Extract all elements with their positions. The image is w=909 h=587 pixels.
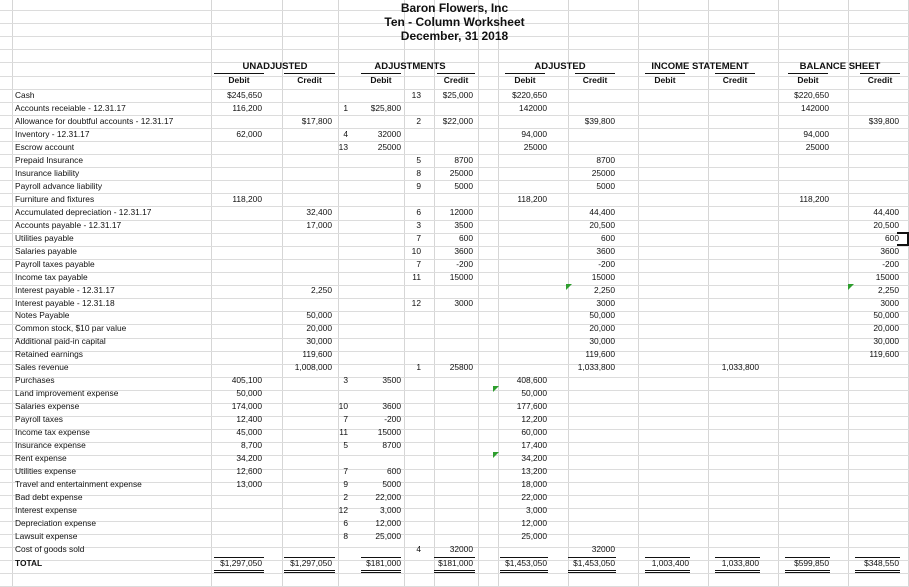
balance-debit-cell: 118,200 — [799, 194, 829, 204]
adjusted-credit-cell: 5000 — [596, 181, 615, 191]
account-name: Interest expense — [15, 505, 77, 515]
table-row[interactable] — [0, 167, 909, 180]
adjusted-debit-cell: 13,200 — [521, 466, 547, 476]
adj-credit-ref-cell: 12 — [411, 298, 421, 308]
adj-debit-cell: $25,800 — [370, 103, 401, 113]
balance-debit-cell: $220,650 — [794, 90, 829, 100]
unadj-debit-cell: 118,200 — [232, 194, 262, 204]
table-row[interactable] — [0, 530, 909, 543]
income-debit-header: Debit — [654, 75, 676, 85]
total-border — [855, 557, 900, 573]
row-gridline — [0, 49, 909, 50]
account-name: Accumulated depreciation - 12.31.17 — [15, 207, 152, 217]
account-name: Additional paid-in capital — [15, 336, 106, 346]
adjusted-debit-header: Debit — [514, 75, 536, 85]
adj-credit-cell: 5000 — [454, 181, 473, 191]
debit-underline — [214, 73, 264, 74]
unadj-credit-cell: 119,600 — [302, 349, 332, 359]
adj-credit-cell: $25,000 — [442, 90, 473, 100]
credit-underline — [437, 73, 475, 74]
group-income-statement: INCOME STATEMENT — [651, 61, 749, 72]
table-row[interactable] — [0, 413, 909, 426]
account-name: Interest payable - 12.31.18 — [15, 298, 115, 308]
table-row[interactable] — [0, 335, 909, 348]
adjusted-credit-cell: 50,000 — [589, 310, 615, 320]
adjusted-debit-cell: $220,650 — [512, 90, 547, 100]
account-name: Cash — [15, 90, 35, 100]
adjusted-credit-cell: 1,033,800 — [577, 362, 615, 372]
adj-credit-cell: 600 — [459, 233, 473, 243]
worksheet-title: Ten - Column Worksheet — [384, 15, 525, 29]
unadj-debit-cell: 8,700 — [241, 440, 262, 450]
debit-underline — [361, 73, 401, 74]
adjusted-debit-cell: 25,000 — [521, 531, 547, 541]
unadj-credit-cell: 30,000 — [306, 336, 332, 346]
balance-credit-cell: 20,000 — [873, 323, 899, 333]
group-adjusted: ADJUSTED — [534, 61, 586, 72]
account-name: Land improvement expense — [15, 388, 119, 398]
account-name: Lawsuit expense — [15, 531, 78, 541]
table-row[interactable] — [0, 128, 909, 141]
balance-credit-cell: -200 — [882, 259, 899, 269]
adj-credit-ref-cell: 13 — [411, 90, 421, 100]
unadj-debit-cell: 12,600 — [236, 466, 262, 476]
adj-debit-cell: 600 — [387, 466, 401, 476]
adjusted-credit-cell: 20,000 — [589, 323, 615, 333]
balance-debit-cell: 25000 — [805, 142, 829, 152]
selected-cell-cursor[interactable] — [897, 232, 909, 246]
adjusted-debit-cell: 25000 — [523, 142, 547, 152]
table-row[interactable] — [0, 543, 909, 556]
adjusted-debit-cell: 12,200 — [521, 414, 547, 424]
total-border — [645, 557, 690, 573]
table-row[interactable] — [0, 115, 909, 128]
income-credit-header: Credit — [722, 75, 748, 85]
total-unadj-credit: $1,297,050 — [290, 558, 332, 568]
adj-debit-cell: 5000 — [382, 479, 401, 489]
account-name: Depreciation expense — [15, 518, 97, 528]
adjusted-debit-cell: 50,000 — [521, 388, 547, 398]
account-name: Payroll taxes payable — [15, 259, 95, 269]
adj-credit-cell: 15000 — [449, 272, 473, 282]
adj-credit-cell: 8700 — [454, 155, 473, 165]
unadj-debit-cell: 34,200 — [236, 453, 262, 463]
table-row[interactable] — [0, 504, 909, 517]
table-row[interactable] — [0, 400, 909, 413]
adj-credit-ref-cell: 5 — [416, 155, 421, 165]
adj-credit-ref-cell: 11 — [412, 272, 421, 282]
adj-credit-cell: 25800 — [449, 362, 473, 372]
adjusted-credit-cell: $39,800 — [584, 116, 615, 126]
account-name: Payroll taxes — [15, 414, 63, 424]
group-balance-sheet: BALANCE SHEET — [799, 61, 881, 72]
account-name: Income tax payable — [15, 272, 88, 282]
adj-credit-cell: 3500 — [454, 220, 473, 230]
table-row[interactable] — [0, 439, 909, 452]
adj-debit-cell: 22,000 — [375, 492, 401, 502]
balance-credit-cell: 3000 — [880, 298, 899, 308]
adj-debit-cell: 12,000 — [375, 518, 401, 528]
account-name: Rent expense — [15, 453, 67, 463]
adj-debit-ref-cell: 5 — [343, 440, 348, 450]
table-row[interactable] — [0, 387, 909, 400]
group-unadjusted: UNADJUSTED — [242, 61, 308, 72]
account-name: Payroll advance liability — [15, 181, 103, 191]
unadj-credit-cell: $17,800 — [301, 116, 332, 126]
table-row[interactable] — [0, 322, 909, 335]
balance-credit-cell: 3600 — [880, 246, 899, 256]
table-row[interactable] — [0, 180, 909, 193]
adj-credit-ref-cell: 6 — [416, 207, 421, 217]
adjusted-debit-cell: 18,000 — [521, 479, 547, 489]
account-name: Purchases — [15, 375, 55, 385]
table-row[interactable] — [0, 219, 909, 232]
adj-credit-ref-cell: 1 — [416, 362, 421, 372]
account-name: Allowance for doubtful accounts - 12.31.17 — [15, 116, 174, 126]
worksheet-date: December, 31 2018 — [400, 29, 509, 43]
total-balance-debit: $599,850 — [794, 558, 829, 568]
adjusted-credit-header: Credit — [582, 75, 608, 85]
table-row[interactable] — [0, 206, 909, 219]
debit-underline — [788, 73, 828, 74]
adjusted-credit-cell: 119,600 — [585, 349, 615, 359]
balance-credit-cell: 44,400 — [873, 207, 899, 217]
balance-debit-cell: 94,000 — [803, 129, 829, 139]
adj-debit-ref-cell: 3 — [343, 375, 348, 385]
adj-debit-ref-cell: 7 — [343, 414, 348, 424]
adj-debit-cell: 3600 — [382, 401, 401, 411]
adjusted-debit-cell: 142000 — [519, 103, 547, 113]
table-row[interactable] — [0, 271, 909, 284]
account-name: Bad debt expense — [15, 492, 83, 502]
balance-credit-cell: 50,000 — [873, 310, 899, 320]
adj-debit-cell: 3,000 — [380, 505, 401, 515]
account-name: Accounts receiable - 12.31.17 — [15, 103, 126, 113]
account-name: Cost of goods sold — [15, 544, 85, 554]
table-row[interactable] — [0, 245, 909, 258]
adjusted-credit-cell: -200 — [598, 259, 615, 269]
adj-debit-cell: 3500 — [382, 375, 401, 385]
total-border — [434, 557, 475, 573]
balance-credit-cell: $39,800 — [868, 116, 899, 126]
unadj-debit-cell: 62,000 — [236, 129, 262, 139]
adjusted-debit-cell: 22,000 — [521, 492, 547, 502]
adjusted-credit-cell: 20,500 — [589, 220, 615, 230]
error-flag-icon — [848, 284, 854, 290]
unadj-credit-cell: 2,250 — [311, 285, 332, 295]
adj-debit-cell: 15000 — [377, 427, 401, 437]
unadj-debit-cell: 405,100 — [231, 375, 262, 385]
adj-debit-ref-cell: 12 — [338, 505, 348, 515]
total-adj-debit: $181,000 — [366, 558, 401, 568]
balance-credit-cell: 20,500 — [873, 220, 899, 230]
adjusted-debit-cell: 34,200 — [521, 453, 547, 463]
group-adjustments: ADJUSTMENTS — [374, 61, 446, 72]
adjusted-credit-cell: 600 — [601, 233, 615, 243]
adjusted-credit-cell: 30,000 — [589, 336, 615, 346]
adj-credit-cell: 25000 — [449, 168, 473, 178]
adj-debit-ref-cell: 2 — [343, 492, 348, 502]
adj-debit-ref-cell: 4 — [343, 129, 348, 139]
adj-debit-cell: 8700 — [382, 440, 401, 450]
company-title: Baron Flowers, Inc — [400, 1, 509, 15]
credit-underline — [575, 73, 615, 74]
adj-credit-header: Credit — [443, 75, 469, 85]
row-gridline — [0, 573, 909, 574]
adj-credit-ref-cell: 2 — [416, 116, 421, 126]
unadj-credit-cell: 20,000 — [306, 323, 332, 333]
unadj-credit-cell: 17,000 — [306, 220, 332, 230]
account-name: Travel and entertainment expense — [15, 479, 142, 489]
unadj-debit-cell: 116,200 — [232, 103, 262, 113]
adj-debit-ref-cell: 9 — [343, 479, 348, 489]
unadj-debit-cell: 174,000 — [231, 401, 262, 411]
table-row[interactable] — [0, 452, 909, 465]
table-row[interactable] — [0, 154, 909, 167]
balance-credit-header: Credit — [867, 75, 893, 85]
balance-credit-cell: 15000 — [875, 272, 899, 282]
table-row[interactable] — [0, 478, 909, 491]
adj-debit-ref-cell: 10 — [338, 401, 348, 411]
table-row[interactable] — [0, 309, 909, 322]
adj-credit-ref-cell: 4 — [416, 544, 421, 554]
total-income-debit: 1,003,400 — [651, 558, 689, 568]
adjusted-debit-cell: 60,000 — [521, 427, 547, 437]
debit-underline — [645, 73, 685, 74]
unadj-credit-cell: 32,400 — [306, 207, 332, 217]
total-adjusted-credit: $1,453,050 — [573, 558, 615, 568]
account-name: Common stock, $10 par value — [15, 323, 127, 333]
table-row[interactable] — [0, 465, 909, 478]
total-border — [500, 557, 548, 573]
adj-credit-cell: 32000 — [449, 544, 473, 554]
unadj-credit-cell: 50,000 — [306, 310, 332, 320]
unadj-debit-cell: 13,000 — [236, 479, 262, 489]
table-row[interactable] — [0, 284, 909, 297]
total-income-credit: 1,033,800 — [721, 558, 759, 568]
table-row[interactable] — [0, 89, 909, 102]
table-row[interactable] — [0, 193, 909, 206]
account-name: Utilities payable — [15, 233, 74, 243]
adjusted-debit-cell: 408,600 — [516, 375, 547, 385]
table-row[interactable] — [0, 517, 909, 530]
balance-credit-cell: 2,250 — [878, 285, 899, 295]
unadj-debit-cell: 45,000 — [236, 427, 262, 437]
account-name: Insurance expense — [15, 440, 86, 450]
unadj-debit-cell: 50,000 — [236, 388, 262, 398]
unadj-debit-header: Debit — [228, 75, 250, 85]
adj-credit-cell: -200 — [456, 259, 473, 269]
total-adjusted-debit: $1,453,050 — [505, 558, 547, 568]
balance-credit-cell: 119,600 — [869, 349, 899, 359]
adj-debit-cell: 25,000 — [375, 531, 401, 541]
adj-credit-cell: 3600 — [454, 246, 473, 256]
adjusted-debit-cell: 94,000 — [521, 129, 547, 139]
credit-underline — [715, 73, 755, 74]
adjusted-credit-cell: 25000 — [591, 168, 615, 178]
total-balance-credit: $348,550 — [864, 558, 899, 568]
total-border — [785, 557, 830, 573]
table-row[interactable] — [0, 491, 909, 504]
account-name: Inventory - 12.31.17 — [15, 129, 90, 139]
account-name: Insurance liability — [15, 168, 80, 178]
adj-debit-ref-cell: 6 — [343, 518, 348, 528]
adj-debit-ref-cell: 8 — [343, 531, 348, 541]
account-name: Salaries payable — [15, 246, 77, 256]
totals-label: TOTAL — [15, 558, 43, 568]
adjusted-credit-cell: 8700 — [596, 155, 615, 165]
adj-credit-ref-cell: 7 — [416, 259, 421, 269]
adj-credit-ref-cell: 7 — [416, 233, 421, 243]
account-name: Interest payable - 12.31.17 — [15, 285, 115, 295]
total-border — [214, 557, 264, 573]
adj-debit-cell: 32000 — [377, 129, 401, 139]
adjusted-credit-cell: 15000 — [591, 272, 615, 282]
account-name: Prepaid Insurance — [15, 155, 83, 165]
income-credit-cell: 1,033,800 — [721, 362, 759, 372]
table-row[interactable] — [0, 141, 909, 154]
credit-underline — [284, 73, 335, 74]
adj-debit-ref-cell: 1 — [343, 103, 348, 113]
adjusted-credit-cell: 44,400 — [589, 207, 615, 217]
error-flag-icon — [493, 452, 499, 458]
balance-debit-cell: 142000 — [801, 103, 829, 113]
adj-credit-cell: $22,000 — [442, 116, 473, 126]
total-border — [284, 557, 335, 573]
balance-debit-header: Debit — [797, 75, 819, 85]
table-row[interactable] — [0, 426, 909, 439]
adjusted-debit-cell: 177,600 — [516, 401, 547, 411]
total-border — [568, 557, 616, 573]
adj-debit-header: Debit — [370, 75, 392, 85]
adj-debit-ref-cell: 11 — [339, 427, 348, 437]
total-border — [715, 557, 760, 573]
account-name: Salaries expense — [15, 401, 80, 411]
adjusted-debit-cell: 12,000 — [521, 518, 547, 528]
adjusted-debit-cell: 3,000 — [526, 505, 547, 515]
adj-debit-cell: -200 — [384, 414, 401, 424]
unadj-debit-cell: $245,650 — [227, 90, 262, 100]
adj-credit-ref-cell: 10 — [411, 246, 421, 256]
adjusted-credit-cell: 3600 — [596, 246, 615, 256]
table-row[interactable] — [0, 232, 909, 245]
adjusted-credit-cell: 3000 — [596, 298, 615, 308]
adj-credit-ref-cell: 8 — [416, 168, 421, 178]
balance-credit-cell: 600 — [885, 233, 899, 243]
total-adj-credit: $181,000 — [438, 558, 473, 568]
adjusted-credit-cell: 32000 — [591, 544, 615, 554]
adj-credit-ref-cell: 3 — [416, 220, 421, 230]
account-name: Retained earnings — [15, 349, 83, 359]
account-name: Accounts payable - 12.31.17 — [15, 220, 122, 230]
credit-underline — [860, 73, 900, 74]
adjusted-debit-cell: 118,200 — [517, 194, 547, 204]
account-name: Furniture and fixtures — [15, 194, 95, 204]
error-flag-icon — [493, 386, 499, 392]
table-row[interactable] — [0, 258, 909, 271]
unadj-credit-header: Credit — [297, 75, 322, 85]
adjusted-credit-cell: 2,250 — [594, 285, 615, 295]
account-name: Utilities expense — [15, 466, 76, 476]
table-row[interactable] — [0, 361, 909, 374]
account-name: Income tax expense — [15, 427, 90, 437]
account-name: Sales revenue — [15, 362, 69, 372]
account-name: Notes Payable — [15, 310, 70, 320]
adjusted-debit-cell: 17,400 — [521, 440, 547, 450]
error-flag-icon — [566, 284, 572, 290]
balance-credit-cell: 30,000 — [873, 336, 899, 346]
table-row[interactable] — [0, 374, 909, 387]
unadj-debit-cell: 12,400 — [236, 414, 262, 424]
adj-credit-ref-cell: 9 — [416, 181, 421, 191]
adj-credit-cell: 12000 — [449, 207, 473, 217]
debit-underline — [505, 73, 545, 74]
table-row[interactable] — [0, 102, 909, 115]
adj-debit-ref-cell: 7 — [343, 466, 348, 476]
unadj-credit-cell: 1,008,000 — [294, 362, 332, 372]
adj-credit-cell: 3000 — [454, 298, 473, 308]
adj-debit-ref-cell: 13 — [338, 142, 348, 152]
table-row[interactable] — [0, 348, 909, 361]
total-border — [361, 557, 401, 573]
adj-debit-cell: 25000 — [377, 142, 401, 152]
account-name: Escrow account — [15, 142, 75, 152]
total-unadj-debit: $1,297,050 — [220, 558, 262, 568]
